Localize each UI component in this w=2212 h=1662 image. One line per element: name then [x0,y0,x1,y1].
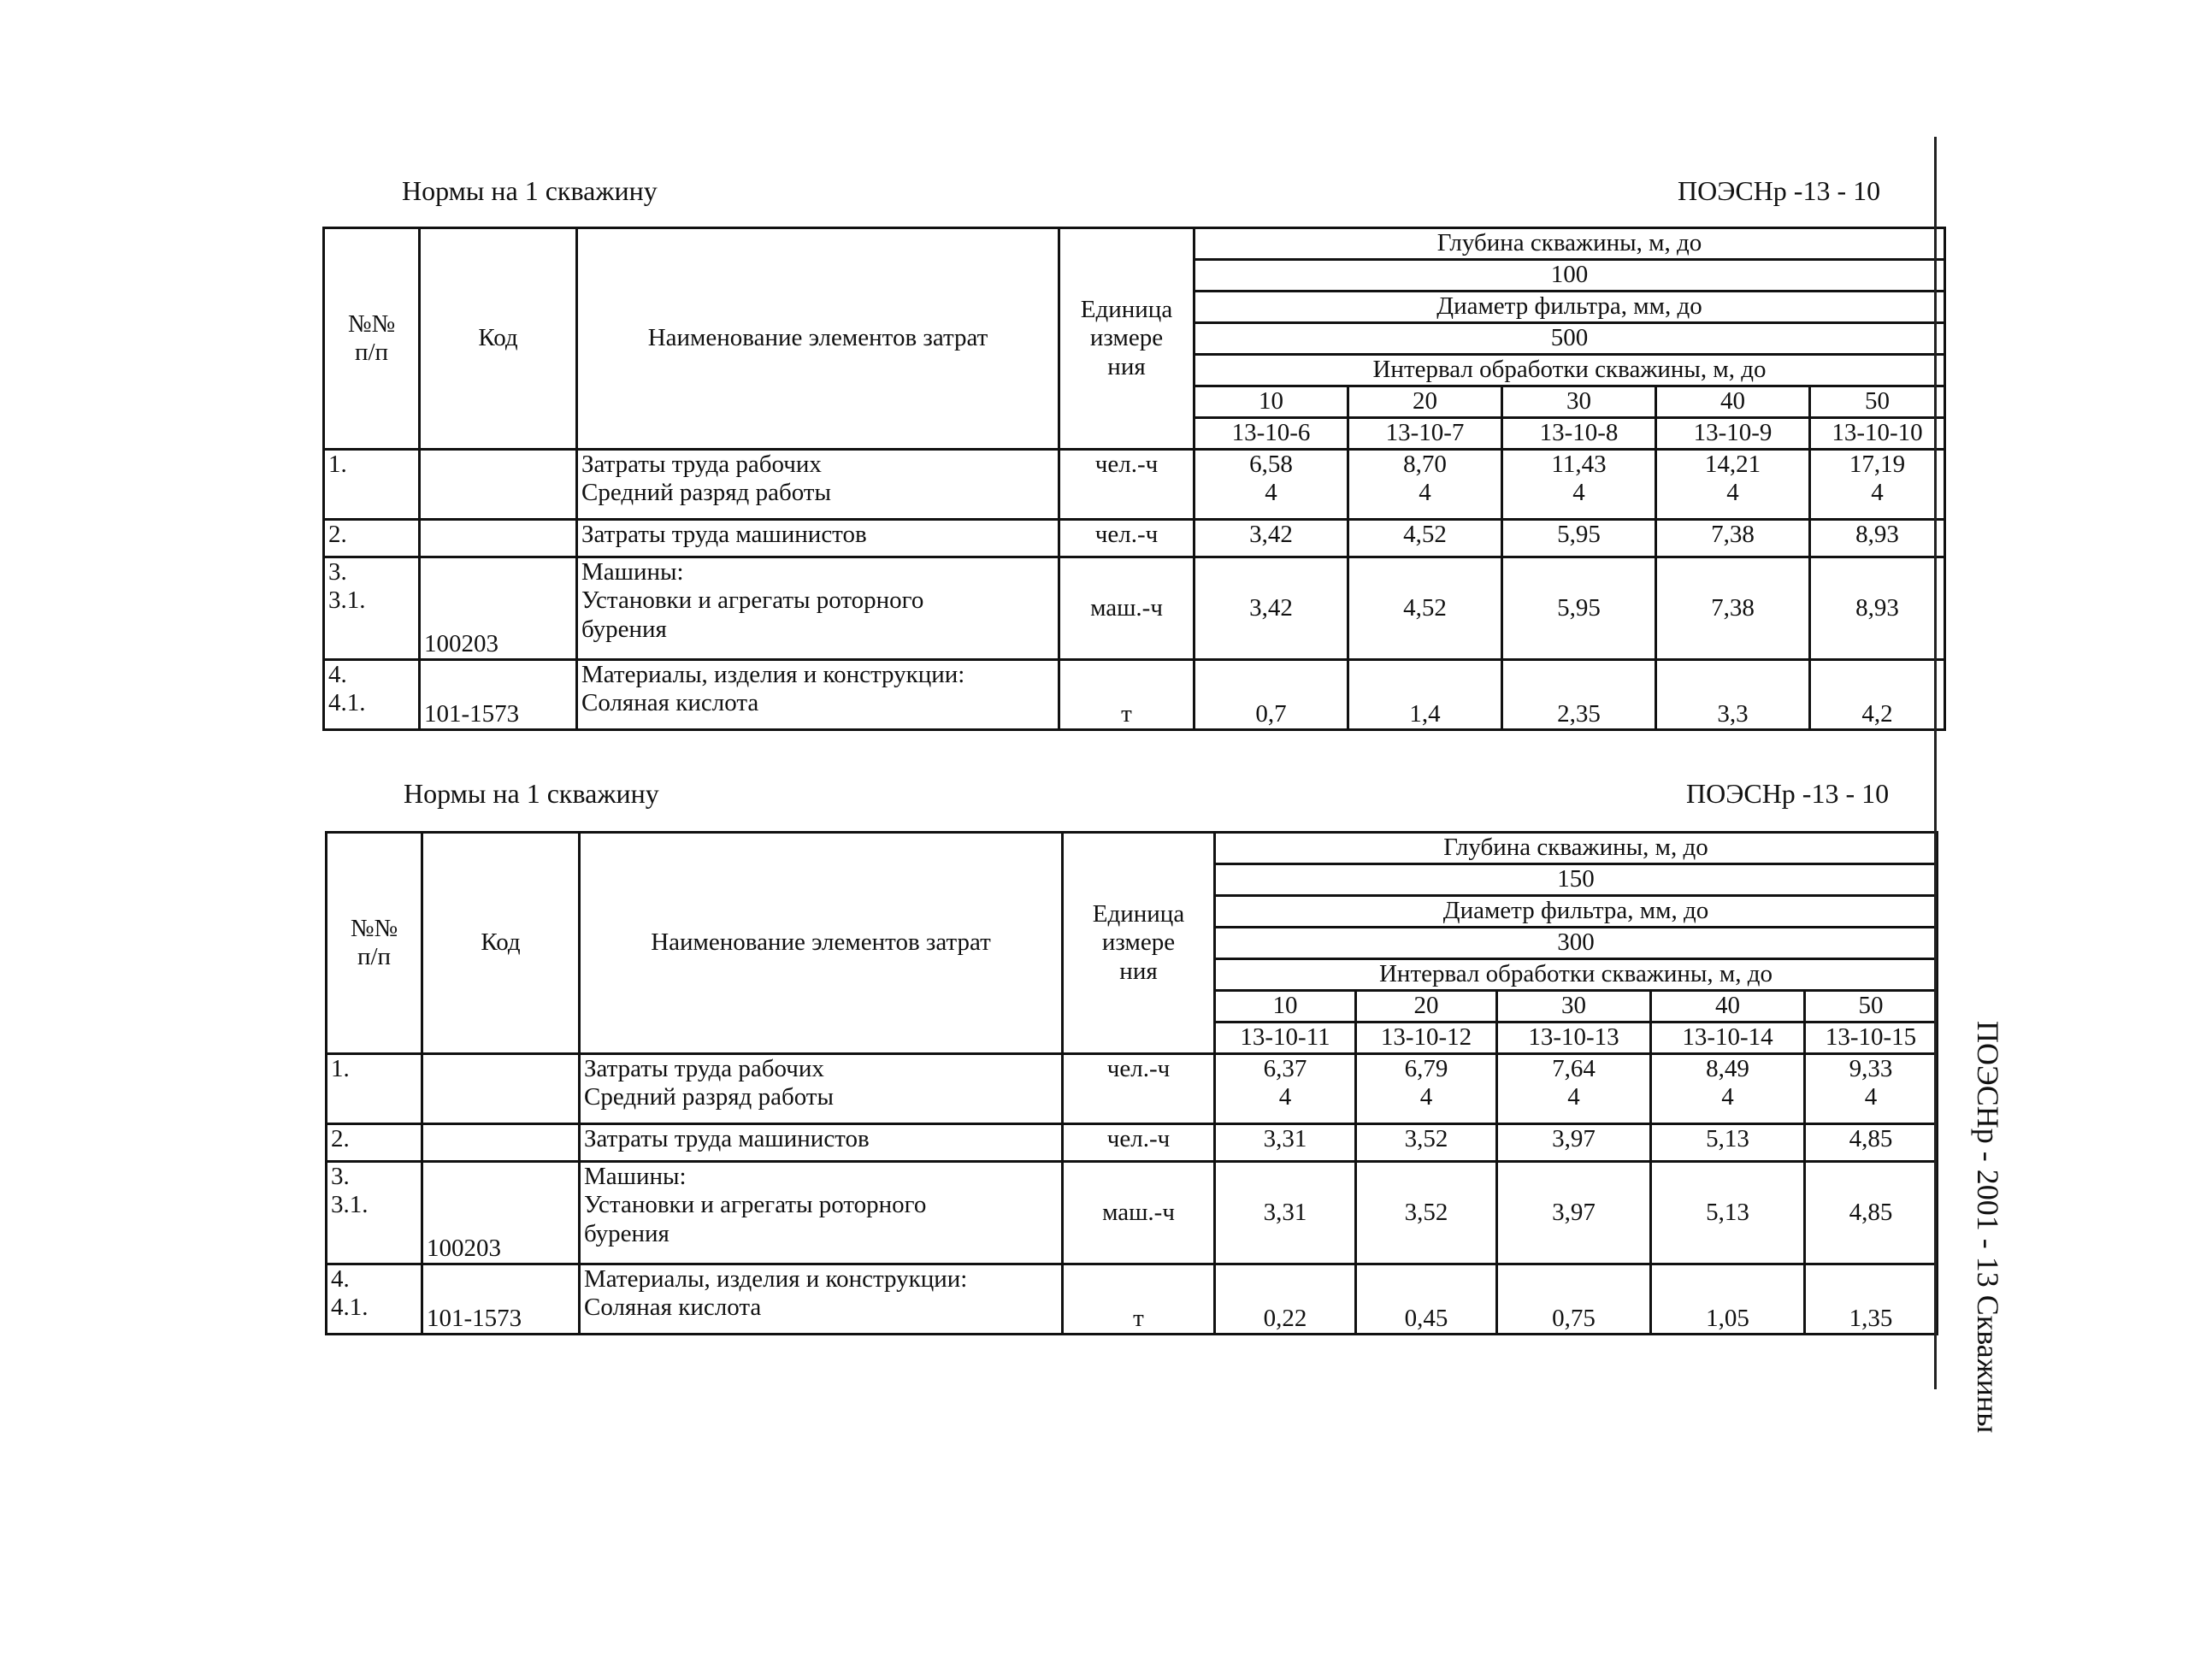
depth-value: 100 [1194,260,1945,292]
row-value [1348,557,1502,660]
value-line: 3,42 [1249,593,1293,622]
row-name-line: Машины: [581,558,684,586]
value-line: 1,35 [1849,1304,1893,1332]
row-value [1810,520,1945,557]
norms-table-2 [325,831,1938,1335]
row-unit: чел.-ч [1063,1054,1215,1124]
row-value [1656,660,1810,730]
header-unit-line: ния [1107,352,1146,380]
row-number [324,660,420,730]
header-unit-line: измере [1101,928,1176,957]
row-value [1502,557,1656,660]
header-diameter: Диаметр фильтра, мм, до [1215,896,1938,928]
row-value [1497,1054,1651,1124]
row-number [324,450,420,520]
row-unit: т [1063,1264,1215,1335]
row-value [1805,1264,1938,1335]
row-value [1651,1162,1805,1264]
row-value [1215,1054,1356,1124]
row-value [1502,660,1656,730]
row-name [580,1054,1063,1124]
row-unit: т [1059,660,1194,730]
row-number-line: 4. [328,661,347,688]
value-line: 3,52 [1404,1125,1448,1152]
row-value [1194,450,1348,520]
value-line: 8,93 [1855,521,1899,548]
header-unit [1063,833,1215,1054]
value-line: 4 [1726,479,1739,507]
row-value [1497,1124,1651,1162]
norm-code: 13-10-8 [1502,418,1656,450]
row-unit: маш.-ч [1059,557,1194,660]
value-line: 4 [1721,1083,1734,1111]
value-line: 3,31 [1263,1125,1307,1152]
row-value [1810,450,1945,520]
row-name [577,660,1059,730]
header-interval: Интервал обработки скважины, м, до [1215,959,1938,991]
row-value [1194,520,1348,557]
interval-value: 50 [1805,991,1938,1023]
row-code [422,1054,580,1124]
row-number [327,1054,422,1124]
table1-code-ref: ПОЭСНр -13 - 10 [1678,175,1881,206]
value-line: 7,38 [1711,521,1755,548]
interval-value: 30 [1497,991,1651,1023]
row-code [420,450,577,520]
row-value [1656,557,1810,660]
interval-value: 10 [1194,386,1348,418]
value-line: 3,52 [1404,1198,1448,1226]
norm-code: 13-10-14 [1651,1023,1805,1054]
header-num [327,833,422,1054]
row-name-line: Материалы, изделия и конструкции: [581,661,965,688]
row-number [324,557,420,660]
value-line: 1,05 [1706,1304,1749,1332]
norm-code: 13-10-11 [1215,1023,1356,1054]
row-value [1356,1054,1497,1124]
row-number-line: 3.1. [331,1191,369,1219]
row-value [1194,557,1348,660]
row-value [1348,520,1502,557]
value-line: 4 [1419,1083,1433,1111]
diameter-value: 300 [1215,928,1938,959]
row-name [577,520,1059,557]
value-line: 3,3 [1717,699,1749,728]
interval-value: 10 [1215,991,1356,1023]
row-value [1215,1162,1356,1264]
value-line: 0,22 [1263,1304,1307,1332]
norms-table-1 [322,227,1946,731]
row-code [420,557,577,660]
norm-code: 13-10-12 [1356,1023,1497,1054]
row-name-line: Соляная кислота [584,1294,762,1322]
value-line: 4 [1278,1083,1292,1111]
row-name-line: Установки и агрегаты роторного [584,1191,927,1219]
row-value [1497,1264,1651,1335]
table-row [327,1124,1938,1162]
row-name-line: Машины: [584,1163,687,1190]
value-line: 4 [1572,479,1585,507]
row-name-line: Затраты труда рабочих [581,451,822,478]
table-row [324,557,1945,660]
row-number [327,1162,422,1264]
norm-code: 13-10-7 [1348,418,1502,450]
row-code [420,660,577,730]
row-name [577,557,1059,660]
norm-code: 13-10-6 [1194,418,1348,450]
norm-code: 13-10-9 [1656,418,1810,450]
row-name-line: Затраты труда машинистов [584,1125,870,1152]
row-value [1805,1162,1938,1264]
header-unit-line: ния [1119,957,1158,985]
value-line: 4 [1864,1083,1878,1111]
row-name-line: Затраты труда машинистов [581,521,867,548]
value-line: 4,52 [1403,521,1447,548]
value-line: 5,13 [1706,1125,1749,1152]
row-code [420,520,577,557]
row-value [1810,557,1945,660]
side-document-title: ПОЭСНр - 2001 - 13 Скважины [1971,1020,2005,1434]
norm-code: 13-10-10 [1810,418,1945,450]
table-row [324,520,1945,557]
header-diameter: Диаметр фильтра, мм, до [1194,292,1945,323]
row-number-line: 4. [331,1265,350,1293]
value-line: 4 [1567,1083,1580,1111]
row-value [1348,660,1502,730]
row-number [327,1264,422,1335]
value-line: 6,37 [1263,1055,1307,1082]
row-name-line: Установки и агрегаты роторного [581,586,924,615]
value-line: 8,93 [1855,593,1899,622]
row-name-line: Средний разряд работы [581,479,831,507]
row-value [1356,1162,1497,1264]
row-code-line: 100203 [427,1234,501,1262]
row-code [422,1124,580,1162]
header-code: Код [420,228,577,450]
row-value [1215,1264,1356,1335]
row-code-line: 101-1573 [427,1304,522,1332]
row-name [580,1264,1063,1335]
value-line: 7,38 [1711,593,1755,622]
row-name-line: Материалы, изделия и конструкции: [584,1265,968,1293]
row-value [1651,1054,1805,1124]
interval-value: 20 [1356,991,1497,1023]
table-row [327,1162,1938,1264]
header-code: Код [422,833,580,1054]
table2-code-ref: ПОЭСНр -13 - 10 [1686,778,1890,809]
table-row [327,1264,1938,1335]
value-line: 11,43 [1551,451,1607,478]
margin-rule [1934,137,1937,1389]
row-name-line: бурения [581,615,667,643]
value-line: 4 [1871,479,1884,507]
header-interval: Интервал обработки скважины, м, до [1194,355,1945,386]
value-line: 14,21 [1704,451,1761,478]
value-line: 8,70 [1403,451,1447,478]
interval-value: 40 [1651,991,1805,1023]
row-number-line: 4.1. [331,1294,369,1322]
norm-code: 13-10-15 [1805,1023,1938,1054]
value-line: 3,97 [1552,1198,1596,1226]
row-name-line: Затраты труда рабочих [584,1055,824,1082]
table-row [324,450,1945,520]
row-name-line: Средний разряд работы [584,1083,834,1111]
row-value [1215,1124,1356,1162]
value-line: 3,31 [1263,1198,1307,1226]
interval-value: 30 [1502,386,1656,418]
value-line: 2,35 [1557,699,1601,728]
header-num-line: №№ [350,914,398,942]
row-value [1502,520,1656,557]
value-line: 5,95 [1557,593,1601,622]
row-name-line: Соляная кислота [581,689,759,717]
value-line: 17,19 [1849,451,1906,478]
row-number-line: 3.1. [328,586,366,615]
value-line: 4,52 [1403,593,1447,622]
value-line: 1,4 [1409,699,1441,728]
value-line: 4,85 [1849,1125,1893,1152]
row-value [1651,1264,1805,1335]
table-row [327,1054,1938,1124]
header-num-line: п/п [357,943,392,970]
value-line: 8,49 [1706,1055,1749,1082]
header-unit-line: измере [1089,324,1164,352]
row-code-line: 101-1573 [424,699,520,728]
header-unit [1059,228,1194,450]
row-value [1356,1124,1497,1162]
value-line: 0,45 [1404,1304,1448,1332]
value-line: 3,42 [1249,521,1293,548]
row-value [1805,1124,1938,1162]
row-number-line: 1. [328,451,347,478]
row-name-line: бурения [584,1219,669,1247]
row-unit: маш.-ч [1063,1162,1215,1264]
value-line: 7,64 [1552,1055,1596,1082]
interval-value: 20 [1348,386,1502,418]
row-name [580,1124,1063,1162]
row-number-line: 2. [331,1125,350,1152]
table2-heading: Нормы на 1 скважину [404,778,659,809]
row-value [1656,520,1810,557]
header-name: Наименование элементов затрат [580,833,1063,1054]
header-depth: Глубина скважины, м, до [1194,228,1945,260]
row-number [324,520,420,557]
row-value [1348,450,1502,520]
row-number-line: 2. [328,521,347,548]
row-name [580,1162,1063,1264]
row-name [577,450,1059,520]
interval-value: 50 [1810,386,1945,418]
value-line: 6,58 [1249,451,1293,478]
row-value [1805,1054,1938,1124]
diameter-value: 500 [1194,323,1945,355]
value-line: 0,75 [1552,1304,1596,1332]
value-line: 6,79 [1404,1055,1448,1082]
row-value [1194,660,1348,730]
header-name: Наименование элементов затрат [577,228,1059,450]
row-value [1497,1162,1651,1264]
value-line: 9,33 [1849,1055,1893,1082]
row-value [1502,450,1656,520]
table1-heading: Нормы на 1 скважину [402,175,658,206]
header-depth: Глубина скважины, м, до [1215,833,1938,864]
row-unit: чел.-ч [1063,1124,1215,1162]
row-value [1810,660,1945,730]
depth-value: 150 [1215,864,1938,896]
row-number-line: 4.1. [328,689,366,717]
row-code [422,1162,580,1264]
row-number [327,1124,422,1162]
value-line: 4 [1265,479,1277,507]
table-row [324,660,1945,730]
value-line: 4 [1419,479,1431,507]
row-unit: чел.-ч [1059,520,1194,557]
row-code-line: 100203 [424,629,498,657]
row-number-line: 1. [331,1055,350,1082]
header-unit-line: Единица [1080,295,1173,323]
norm-code: 13-10-13 [1497,1023,1651,1054]
value-line: 4,85 [1849,1198,1893,1226]
row-value [1651,1124,1805,1162]
row-code [422,1264,580,1335]
value-line: 0,7 [1255,699,1287,728]
row-value [1656,450,1810,520]
value-line: 4,2 [1861,699,1893,728]
row-number-line: 3. [331,1163,350,1190]
value-line: 3,97 [1552,1125,1596,1152]
interval-value: 40 [1656,386,1810,418]
row-value [1356,1264,1497,1335]
header-unit-line: Единица [1092,899,1185,928]
row-unit: чел.-ч [1059,450,1194,520]
row-number-line: 3. [328,558,347,586]
value-line: 5,13 [1706,1198,1749,1226]
header-num [324,228,420,450]
header-num-line: п/п [354,339,389,366]
header-num-line: №№ [347,309,396,338]
value-line: 5,95 [1557,521,1601,548]
